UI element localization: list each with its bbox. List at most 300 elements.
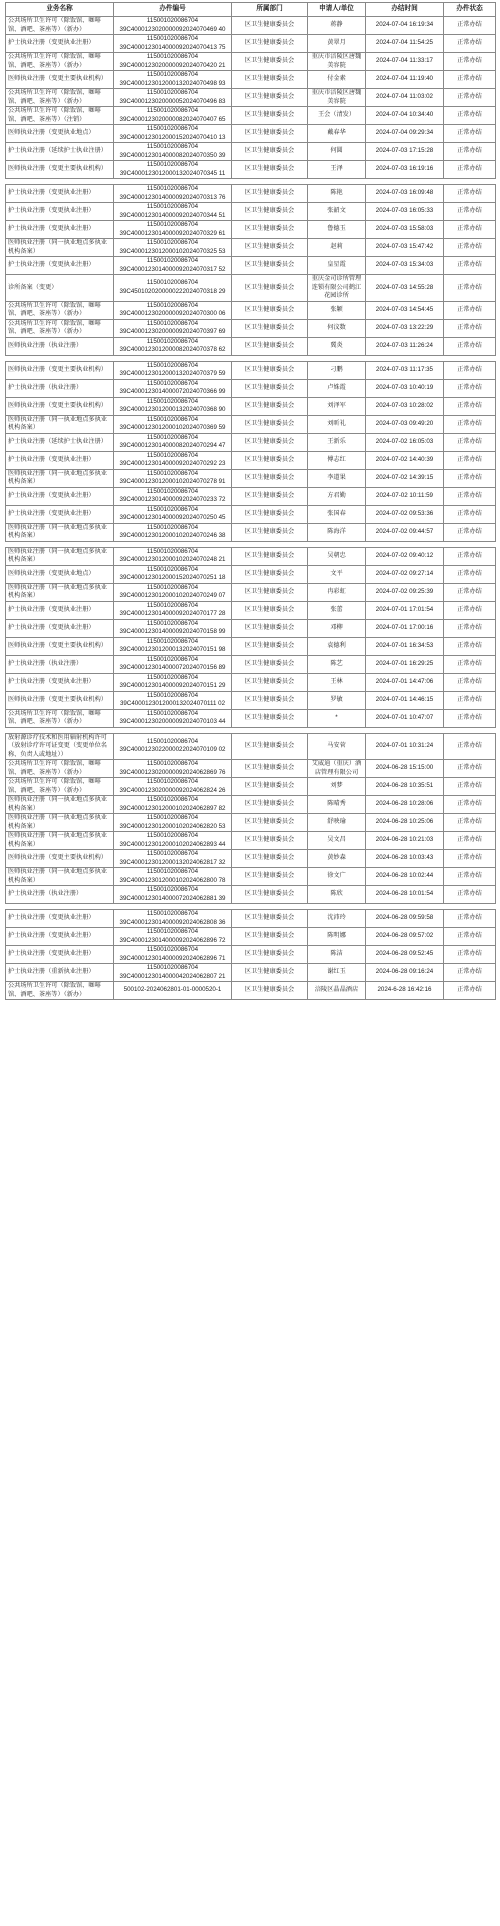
department-cell: 区卫生健康委员会 xyxy=(232,850,308,868)
table-row xyxy=(6,319,496,337)
table-row xyxy=(6,691,496,709)
applicant-cell: 方君勤 xyxy=(308,487,366,505)
completion-time-cell: 2024-07-01 10:47:07 xyxy=(366,709,444,727)
applicant-cell: 蒋静 xyxy=(308,17,366,35)
business-name-cell: 医师执业注册（同一执业地点多执业机构备案） xyxy=(6,523,114,541)
completion-time-cell: 2024-07-02 14:40:39 xyxy=(366,451,444,469)
status-cell: 正常办结 xyxy=(444,565,496,583)
table-row xyxy=(6,760,496,778)
business-name-cell: 公共场所卫生许可（除饭馆、咖啡馆、酒吧、茶座等）（新办） xyxy=(6,53,114,71)
business-name-cell: 医师执业注册（同一执业地点多执业机构备案） xyxy=(6,415,114,433)
department-cell: 区卫生健康委员会 xyxy=(232,221,308,239)
business-name-cell: 医师执业注册（同一执业地点多执业机构备案） xyxy=(6,796,114,814)
department-cell: 区卫生健康委员会 xyxy=(232,583,308,601)
completion-time-cell: 2024-07-03 10:40:19 xyxy=(366,379,444,397)
header-cell: 办件状态 xyxy=(444,3,496,17)
department-cell: 区卫生健康委员会 xyxy=(232,415,308,433)
status-cell: 正常办结 xyxy=(444,928,496,946)
department-cell: 区卫生健康委员会 xyxy=(232,928,308,946)
case-number-cell: 115001020086704 39C4000123020000092024070103 44 xyxy=(114,709,232,727)
status-cell: 正常办结 xyxy=(444,71,496,89)
applicant-cell: 刘昕礼 xyxy=(308,415,366,433)
table-row xyxy=(6,301,496,319)
business-name-cell: 医师执业注册（变更主要执业机构） xyxy=(6,637,114,655)
table-row xyxy=(6,143,496,161)
table-row xyxy=(6,107,496,125)
table-row xyxy=(6,379,496,397)
department-cell: 区卫生健康委员会 xyxy=(232,886,308,904)
table-row xyxy=(6,257,496,275)
status-cell: 正常办结 xyxy=(444,583,496,601)
status-cell: 正常办结 xyxy=(444,691,496,709)
department-cell: 区卫生健康委员会 xyxy=(232,655,308,673)
applicant-cell: 张颖 xyxy=(308,301,366,319)
table-row xyxy=(6,275,496,302)
business-name-cell: 护士执业注册（变更执业注册） xyxy=(6,185,114,203)
completion-time-cell: 2024-07-02 09:25:39 xyxy=(366,583,444,601)
table-row xyxy=(6,361,496,379)
case-number-cell: 115001020086704 39C4000123014000092024070177 28 xyxy=(114,601,232,619)
case-number-cell: 115001020086704 39C4000123014000072024062881 39 xyxy=(114,886,232,904)
applicant-cell: 谢红玉 xyxy=(308,964,366,982)
status-cell: 正常办结 xyxy=(444,796,496,814)
case-number-cell: 115001020086704 39C4000123014000092024070151 29 xyxy=(114,673,232,691)
status-cell: 正常办结 xyxy=(444,379,496,397)
case-number-cell: 115001020086704 39C4000123020000082024070407 65 xyxy=(114,107,232,125)
business-name-cell: 护士执业注册（变更执业注册） xyxy=(6,673,114,691)
table-row xyxy=(6,221,496,239)
case-number-cell: 115001020086704 39C4000123020000092024070300 06 xyxy=(114,301,232,319)
applicant-cell: 黄妙森 xyxy=(308,850,366,868)
department-cell: 区卫生健康委员会 xyxy=(232,337,308,355)
business-name-cell: 医师执业注册（同一执业地点多执业机构备案） xyxy=(6,814,114,832)
case-number-cell: 115001020086704 39C4000123020000092024062824 26 xyxy=(114,778,232,796)
status-cell: 正常办结 xyxy=(444,89,496,107)
case-number-cell: 115001020086704 39C4000123012000132024070345 11 xyxy=(114,161,232,179)
table-row xyxy=(6,203,496,221)
completion-time-cell: 2024-07-01 14:46:15 xyxy=(366,691,444,709)
completion-time-cell: 2024-06-28 10:03:43 xyxy=(366,850,444,868)
department-cell: 区卫生健康委员会 xyxy=(232,673,308,691)
case-number-cell: 115001020086704 39C4000123012000132024070379 59 xyxy=(114,361,232,379)
table-row xyxy=(6,161,496,179)
department-cell: 区卫生健康委员会 xyxy=(232,361,308,379)
applicant-cell: 王新乐 xyxy=(308,433,366,451)
case-number-cell: 115001020086704 39C4000123014000092024070250 45 xyxy=(114,505,232,523)
department-cell: 区卫生健康委员会 xyxy=(232,814,308,832)
department-cell: 区卫生健康委员会 xyxy=(232,397,308,415)
table-row xyxy=(6,125,496,143)
table-row xyxy=(6,53,496,71)
table-row xyxy=(6,964,496,982)
business-name-cell: 护士执业注册（执业注册） xyxy=(6,379,114,397)
completion-time-cell: 2024-07-02 09:53:36 xyxy=(366,505,444,523)
table-row xyxy=(6,397,496,415)
department-cell: 区卫生健康委员会 xyxy=(232,379,308,397)
department-cell: 区卫生健康委员会 xyxy=(232,107,308,125)
business-name-cell: 医师执业注册（同一执业地点多执业机构备案） xyxy=(6,868,114,886)
department-cell: 区卫生健康委员会 xyxy=(232,910,308,928)
status-cell: 正常办结 xyxy=(444,487,496,505)
department-cell: 区卫生健康委员会 xyxy=(232,239,308,257)
department-cell: 区卫生健康委员会 xyxy=(232,257,308,275)
header-cell: 办结时间 xyxy=(366,3,444,17)
applicant-cell: 付金素 xyxy=(308,71,366,89)
department-cell: 区卫生健康委员会 xyxy=(232,709,308,727)
status-cell: 正常办结 xyxy=(444,523,496,541)
business-name-cell: 公共场所卫生许可（除饭馆、咖啡馆、酒吧、茶座等）（新办） xyxy=(6,17,114,35)
completion-time-cell: 2024-06-28 09:59:58 xyxy=(366,910,444,928)
business-name-cell: 公共场所卫生许可（除饭馆、咖啡馆、酒吧、茶座等）（新办） xyxy=(6,778,114,796)
completion-time-cell: 2024-06-28 10:21:03 xyxy=(366,832,444,850)
applicant-cell: 重庆市涪陵区唐魏美容院 xyxy=(308,89,366,107)
case-number-cell: 115001020086704 39C4000123012000102024062800 78 xyxy=(114,868,232,886)
table-row xyxy=(6,89,496,107)
table-row xyxy=(6,565,496,583)
applicant-cell: 何圆 xyxy=(308,143,366,161)
case-number-cell: 115001020086704 39C4000123012000082024070378 62 xyxy=(114,337,232,355)
department-cell: 区卫生健康委员会 xyxy=(232,203,308,221)
case-number-cell: 115001020086704 39C4000123012000102024062820 53 xyxy=(114,814,232,832)
business-name-cell: 护士执业注册（延续护士执业注册） xyxy=(6,143,114,161)
applicant-cell: 袁德利 xyxy=(308,637,366,655)
business-name-cell: 医师执业注册（变更主要执业机构） xyxy=(6,71,114,89)
department-cell: 区卫生健康委员会 xyxy=(232,125,308,143)
applicant-cell: 王林 xyxy=(308,673,366,691)
case-number-cell: 115001020086704 39C4000123012000132024070151 98 xyxy=(114,637,232,655)
case-number-cell: 115001020086704 39C4000123012000102024070246 38 xyxy=(114,523,232,541)
case-number-cell: 115001020086704 39C4000123014000092024070233 72 xyxy=(114,487,232,505)
case-number-cell: 115001020086704 39C4000123014000072024070366 99 xyxy=(114,379,232,397)
completion-time-cell: 2024-06-28 10:25:06 xyxy=(366,814,444,832)
applicant-cell: 刘梦 xyxy=(308,778,366,796)
case-number-cell: 500102-2024062801-01-0000520-1 xyxy=(114,982,232,1000)
business-name-cell: 护士执业注册（重新执业注册） xyxy=(6,964,114,982)
department-cell: 区卫生健康委员会 xyxy=(232,733,308,760)
status-cell: 正常办结 xyxy=(444,850,496,868)
applicant-cell: 陈海洋 xyxy=(308,523,366,541)
applicant-cell: 陈艺 xyxy=(308,655,366,673)
department-cell: 区卫生健康委员会 xyxy=(232,601,308,619)
business-name-cell: 护士执业注册（变更执业注册） xyxy=(6,35,114,53)
business-name-cell: 护士执业注册（变更执业注册） xyxy=(6,221,114,239)
completion-time-cell: 2024-07-04 11:03:02 xyxy=(366,89,444,107)
table-row xyxy=(6,415,496,433)
table-row xyxy=(6,185,496,203)
applicant-cell: 卢姝霞 xyxy=(308,379,366,397)
department-cell: 区卫生健康委员会 xyxy=(232,778,308,796)
status-cell: 正常办结 xyxy=(444,814,496,832)
department-cell: 区卫生健康委员会 xyxy=(232,505,308,523)
status-cell: 正常办结 xyxy=(444,910,496,928)
department-cell: 区卫生健康委员会 xyxy=(232,946,308,964)
completion-time-cell: 2024-07-03 16:05:33 xyxy=(366,203,444,221)
table-row xyxy=(6,850,496,868)
department-cell: 区卫生健康委员会 xyxy=(232,433,308,451)
completion-time-cell: 2024-07-01 17:01:54 xyxy=(366,601,444,619)
business-name-cell: 公共场所卫生许可（除饭馆、咖啡馆、酒吧、茶座等）（新办） xyxy=(6,982,114,1000)
case-number-cell: 115001020086704 39C4000123012000152024070251 18 xyxy=(114,565,232,583)
applicant-cell: 皇星霞 xyxy=(308,257,366,275)
business-name-cell: 医师执业注册（同一执业地点多执业机构备案） xyxy=(6,583,114,601)
status-cell: 正常办结 xyxy=(444,946,496,964)
business-name-cell: 医师执业注册（执业注册） xyxy=(6,337,114,355)
case-number-cell: 115001020086704 39C4000123014000082024070350 39 xyxy=(114,143,232,161)
status-cell: 正常办结 xyxy=(444,17,496,35)
status-cell: 正常办结 xyxy=(444,760,496,778)
case-number-cell: 115001020086704 39C4000123014000092024070158 99 xyxy=(114,619,232,637)
status-cell: 正常办结 xyxy=(444,433,496,451)
business-name-cell: 护士执业注册（延续护士执业注册） xyxy=(6,433,114,451)
completion-time-cell: 2024-06-28 09:57:02 xyxy=(366,928,444,946)
applicant-cell: 徐文广 xyxy=(308,868,366,886)
business-name-cell: 医师执业注册（同一执业地点多执业机构备案） xyxy=(6,547,114,565)
department-cell: 区卫生健康委员会 xyxy=(232,161,308,179)
status-cell: 正常办结 xyxy=(444,275,496,302)
status-cell: 正常办结 xyxy=(444,832,496,850)
case-number-cell: 115001020086704 39C4000123020000092024070469 40 xyxy=(114,17,232,35)
applicant-cell: 吴朝忠 xyxy=(308,547,366,565)
table-row xyxy=(6,709,496,727)
table-row xyxy=(6,337,496,355)
case-number-cell: 115001020086704 39C4000123012000102024070369 59 xyxy=(114,415,232,433)
completion-time-cell: 2024-07-03 11:17:35 xyxy=(366,361,444,379)
department-cell: 区卫生健康委员会 xyxy=(232,523,308,541)
case-number-cell: 115001020086704 39C4000123022000022024070109 02 xyxy=(114,733,232,760)
status-cell: 正常办结 xyxy=(444,709,496,727)
business-name-cell: 医师执业注册（同一执业地点多执业机构备案） xyxy=(6,832,114,850)
table-row xyxy=(6,469,496,487)
table-row xyxy=(6,433,496,451)
applicant-cell: 陈艳 xyxy=(308,185,366,203)
status-cell: 正常办结 xyxy=(444,964,496,982)
department-cell: 区卫生健康委员会 xyxy=(232,691,308,709)
business-name-cell: 医师执业注册（同一执业地点多执业机构备案） xyxy=(6,239,114,257)
applicant-cell: 邓柳 xyxy=(308,619,366,637)
applicant-cell: 吴文昌 xyxy=(308,832,366,850)
applicant-cell: 刘泽军 xyxy=(308,397,366,415)
case-number-cell: 115001020086704 39C4000123012000102024070325 53 xyxy=(114,239,232,257)
applicant-cell: 王会（清发） xyxy=(308,107,366,125)
case-number-cell: 115001020086704 39C4000123012000132024062817 32 xyxy=(114,850,232,868)
business-name-cell: 医师执业注册（变更主要执业机构） xyxy=(6,691,114,709)
status-cell: 正常办结 xyxy=(444,221,496,239)
completion-time-cell: 2024-07-04 16:19:34 xyxy=(366,17,444,35)
business-name-cell: 医师执业注册（变更执业地点） xyxy=(6,565,114,583)
completion-time-cell: 2024-07-02 09:27:14 xyxy=(366,565,444,583)
business-name-cell: 医师执业注册（同一执业地点多执业机构备案） xyxy=(6,469,114,487)
table-row xyxy=(6,601,496,619)
status-cell: 正常办结 xyxy=(444,778,496,796)
completion-time-cell: 2024-06-28 10:02:44 xyxy=(366,868,444,886)
applicant-cell: 文平 xyxy=(308,565,366,583)
department-cell: 区卫生健康委员会 xyxy=(232,565,308,583)
status-cell: 正常办结 xyxy=(444,361,496,379)
business-name-cell: 护士执业注册（变更执业注册） xyxy=(6,505,114,523)
case-number-cell: 115001020086704 39C4000123012000102024070278 91 xyxy=(114,469,232,487)
applicant-cell: 马安菅 xyxy=(308,733,366,760)
case-number-cell: 115001020086704 39C4000123020000092024062869 76 xyxy=(114,760,232,778)
status-cell: 正常办结 xyxy=(444,337,496,355)
department-cell: 区卫生健康委员会 xyxy=(232,637,308,655)
table-row xyxy=(6,886,496,904)
completion-time-cell: 2024-07-03 15:34:03 xyxy=(366,257,444,275)
completion-time-cell: 2024-06-28 10:01:54 xyxy=(366,886,444,904)
status-cell: 正常办结 xyxy=(444,107,496,125)
department-cell: 区卫生健康委员会 xyxy=(232,982,308,1000)
completion-time-cell: 2024-07-02 09:40:12 xyxy=(366,547,444,565)
business-name-cell: 医师执业注册（变更主要执业机构） xyxy=(6,361,114,379)
header-cell: 业务名称 xyxy=(6,3,114,17)
status-cell: 正常办结 xyxy=(444,733,496,760)
case-number-cell: 115001020086704 39C4000123020000092024070397 69 xyxy=(114,319,232,337)
business-name-cell: 公共场所卫生许可（除饭馆、咖啡馆、酒吧、茶座等）（新办） xyxy=(6,89,114,107)
applicant-cell: 冀炎 xyxy=(308,337,366,355)
applicant-cell: 冉彩虹 xyxy=(308,583,366,601)
completion-time-cell: 2024-07-02 10:11:59 xyxy=(366,487,444,505)
applicant-cell: * xyxy=(308,709,366,727)
completion-time-cell: 2024-07-01 16:29:25 xyxy=(366,655,444,673)
completion-time-cell: 2024-06-28 10:35:51 xyxy=(366,778,444,796)
completion-time-cell: 2024-07-01 14:47:06 xyxy=(366,673,444,691)
completion-time-cell: 2024-07-01 17:00:16 xyxy=(366,619,444,637)
table-row xyxy=(6,814,496,832)
business-name-cell: 护士执业注册（变更执业注册） xyxy=(6,910,114,928)
applicant-cell: 艾威迪（重庆）酒店管理有限公司 xyxy=(308,760,366,778)
applicant-cell: 何汶数 xyxy=(308,319,366,337)
case-number-cell: 115001020086704 39C4000123014000082024070294 47 xyxy=(114,433,232,451)
business-name-cell: 公共场所卫生许可（除饭馆、咖啡馆、酒吧、茶座等）（注销） xyxy=(6,107,114,125)
table-row xyxy=(6,35,496,53)
table-row xyxy=(6,637,496,655)
status-cell: 正常办结 xyxy=(444,319,496,337)
department-cell: 区卫生健康委员会 xyxy=(232,301,308,319)
table-row xyxy=(6,505,496,523)
table-row xyxy=(6,547,496,565)
department-cell: 区卫生健康委员会 xyxy=(232,17,308,35)
completion-time-cell: 2024-07-02 14:39:15 xyxy=(366,469,444,487)
table-row xyxy=(6,733,496,760)
table-row xyxy=(6,523,496,541)
records-table xyxy=(5,2,496,1000)
business-name-cell: 医师执业注册（变更主要执业机构） xyxy=(6,397,114,415)
completion-time-cell: 2024-07-04 11:33:17 xyxy=(366,53,444,71)
completion-time-cell: 2024-06-28 10:28:06 xyxy=(366,796,444,814)
department-cell: 区卫生健康委员会 xyxy=(232,275,308,302)
applicant-cell: 张国春 xyxy=(308,505,366,523)
status-cell: 正常办结 xyxy=(444,301,496,319)
case-number-cell: 115001020086704 39C4000123012000102024070249 07 xyxy=(114,583,232,601)
status-cell: 正常办结 xyxy=(444,185,496,203)
case-number-cell: 115001020086704 39C4000123014000092024070329 61 xyxy=(114,221,232,239)
applicant-cell: 重庆金司诊所管理连锁有限公司鹤江花园诊所 xyxy=(308,275,366,302)
business-name-cell: 护士执业注册（变更执业注册） xyxy=(6,928,114,946)
business-name-cell: 护士执业注册（变更执业注册） xyxy=(6,487,114,505)
table-row xyxy=(6,832,496,850)
department-cell: 区卫生健康委员会 xyxy=(232,469,308,487)
status-cell: 正常办结 xyxy=(444,35,496,53)
business-name-cell: 护士执业注册（执业注册） xyxy=(6,886,114,904)
case-number-cell: 115001020086704 39C4000123014000092024070313 76 xyxy=(114,185,232,203)
completion-time-cell: 2024-07-04 09:29:34 xyxy=(366,125,444,143)
status-cell: 正常办结 xyxy=(444,637,496,655)
completion-time-cell: 2024-06-28 15:15:00 xyxy=(366,760,444,778)
completion-time-cell: 2024-07-03 17:15:28 xyxy=(366,143,444,161)
table-row xyxy=(6,796,496,814)
applicant-cell: 陈洁 xyxy=(308,946,366,964)
business-name-cell: 护士执业注册（变更执业注册） xyxy=(6,451,114,469)
applicant-cell: 傅志红 xyxy=(308,451,366,469)
header-cell: 所属部门 xyxy=(232,3,308,17)
completion-time-cell: 2024-06-28 09:16:24 xyxy=(366,964,444,982)
table-body xyxy=(6,17,496,1000)
case-number-cell: 115001020086704 39C4000123012000102024070248 21 xyxy=(114,547,232,565)
business-name-cell: 护士执业注册（变更执业注册） xyxy=(6,601,114,619)
case-number-cell: 115001020086704 39C4000123012000132024070111 02 xyxy=(114,691,232,709)
business-name-cell: 诊所备案（变更） xyxy=(6,275,114,302)
table-row xyxy=(6,946,496,964)
business-name-cell: 放射源诊疗技术和医用辐射机构许可（放射诊疗许可证变更（变更单位名称、负责人或地址）） xyxy=(6,733,114,760)
completion-time-cell: 2024-07-02 16:05:03 xyxy=(366,433,444,451)
business-name-cell: 公共场所卫生许可（除饭馆、咖啡馆、酒吧、茶座等）（新办） xyxy=(6,301,114,319)
business-name-cell: 护士执业注册（执业注册） xyxy=(6,655,114,673)
applicant-cell: 戴春华 xyxy=(308,125,366,143)
completion-time-cell: 2024-07-03 11:26:24 xyxy=(366,337,444,355)
status-cell: 正常办结 xyxy=(444,397,496,415)
case-number-cell: 115001020086704 39C4000123014000092024070344 51 xyxy=(114,203,232,221)
applicant-cell: 鲁德玉 xyxy=(308,221,366,239)
completion-time-cell: 2024-07-03 14:55:28 xyxy=(366,275,444,302)
case-number-cell: 115001020086704 39C4000123012000152024070410 13 xyxy=(114,125,232,143)
completion-time-cell: 2024-07-01 10:31:24 xyxy=(366,733,444,760)
header-cell: 办件编号 xyxy=(114,3,232,17)
department-cell: 区卫生健康委员会 xyxy=(232,487,308,505)
case-number-cell: 115001020086704 39C4000123014000092024070413 75 xyxy=(114,35,232,53)
status-cell: 正常办结 xyxy=(444,415,496,433)
business-name-cell: 护士执业注册（变更执业注册） xyxy=(6,619,114,637)
completion-time-cell: 2024-07-03 16:19:16 xyxy=(366,161,444,179)
completion-time-cell: 2024-07-03 10:28:02 xyxy=(366,397,444,415)
case-number-cell: 115001020086704 39C4000123014000092024062896 72 xyxy=(114,928,232,946)
completion-time-cell: 2024-6-28 16:42:16 xyxy=(366,982,444,1000)
case-number-cell: 115001020086704 39C4000123014000072024070156 89 xyxy=(114,655,232,673)
status-cell: 正常办结 xyxy=(444,601,496,619)
case-number-cell: 115001020086704 39C4000123020000092024070420 21 xyxy=(114,53,232,71)
applicant-cell: 沈沛玲 xyxy=(308,910,366,928)
table-row xyxy=(6,868,496,886)
status-cell: 正常办结 xyxy=(444,451,496,469)
header-cell: 申请人/单位 xyxy=(308,3,366,17)
status-cell: 正常办结 xyxy=(444,982,496,1000)
table-row xyxy=(6,673,496,691)
department-cell: 区卫生健康委员会 xyxy=(232,89,308,107)
table-row xyxy=(6,239,496,257)
completion-time-cell: 2024-07-03 13:22:29 xyxy=(366,319,444,337)
completion-time-cell: 2024-07-03 15:58:03 xyxy=(366,221,444,239)
department-cell: 区卫生健康委员会 xyxy=(232,143,308,161)
status-cell: 正常办结 xyxy=(444,239,496,257)
status-cell: 正常办结 xyxy=(444,868,496,886)
applicant-cell: 刁鹏 xyxy=(308,361,366,379)
table-row xyxy=(6,655,496,673)
department-cell: 区卫生健康委员会 xyxy=(232,868,308,886)
applicant-cell: 陈晴秀 xyxy=(308,796,366,814)
table-row xyxy=(6,982,496,1000)
table-row xyxy=(6,583,496,601)
table-row xyxy=(6,17,496,35)
table-row xyxy=(6,487,496,505)
department-cell: 区卫生健康委员会 xyxy=(232,619,308,637)
